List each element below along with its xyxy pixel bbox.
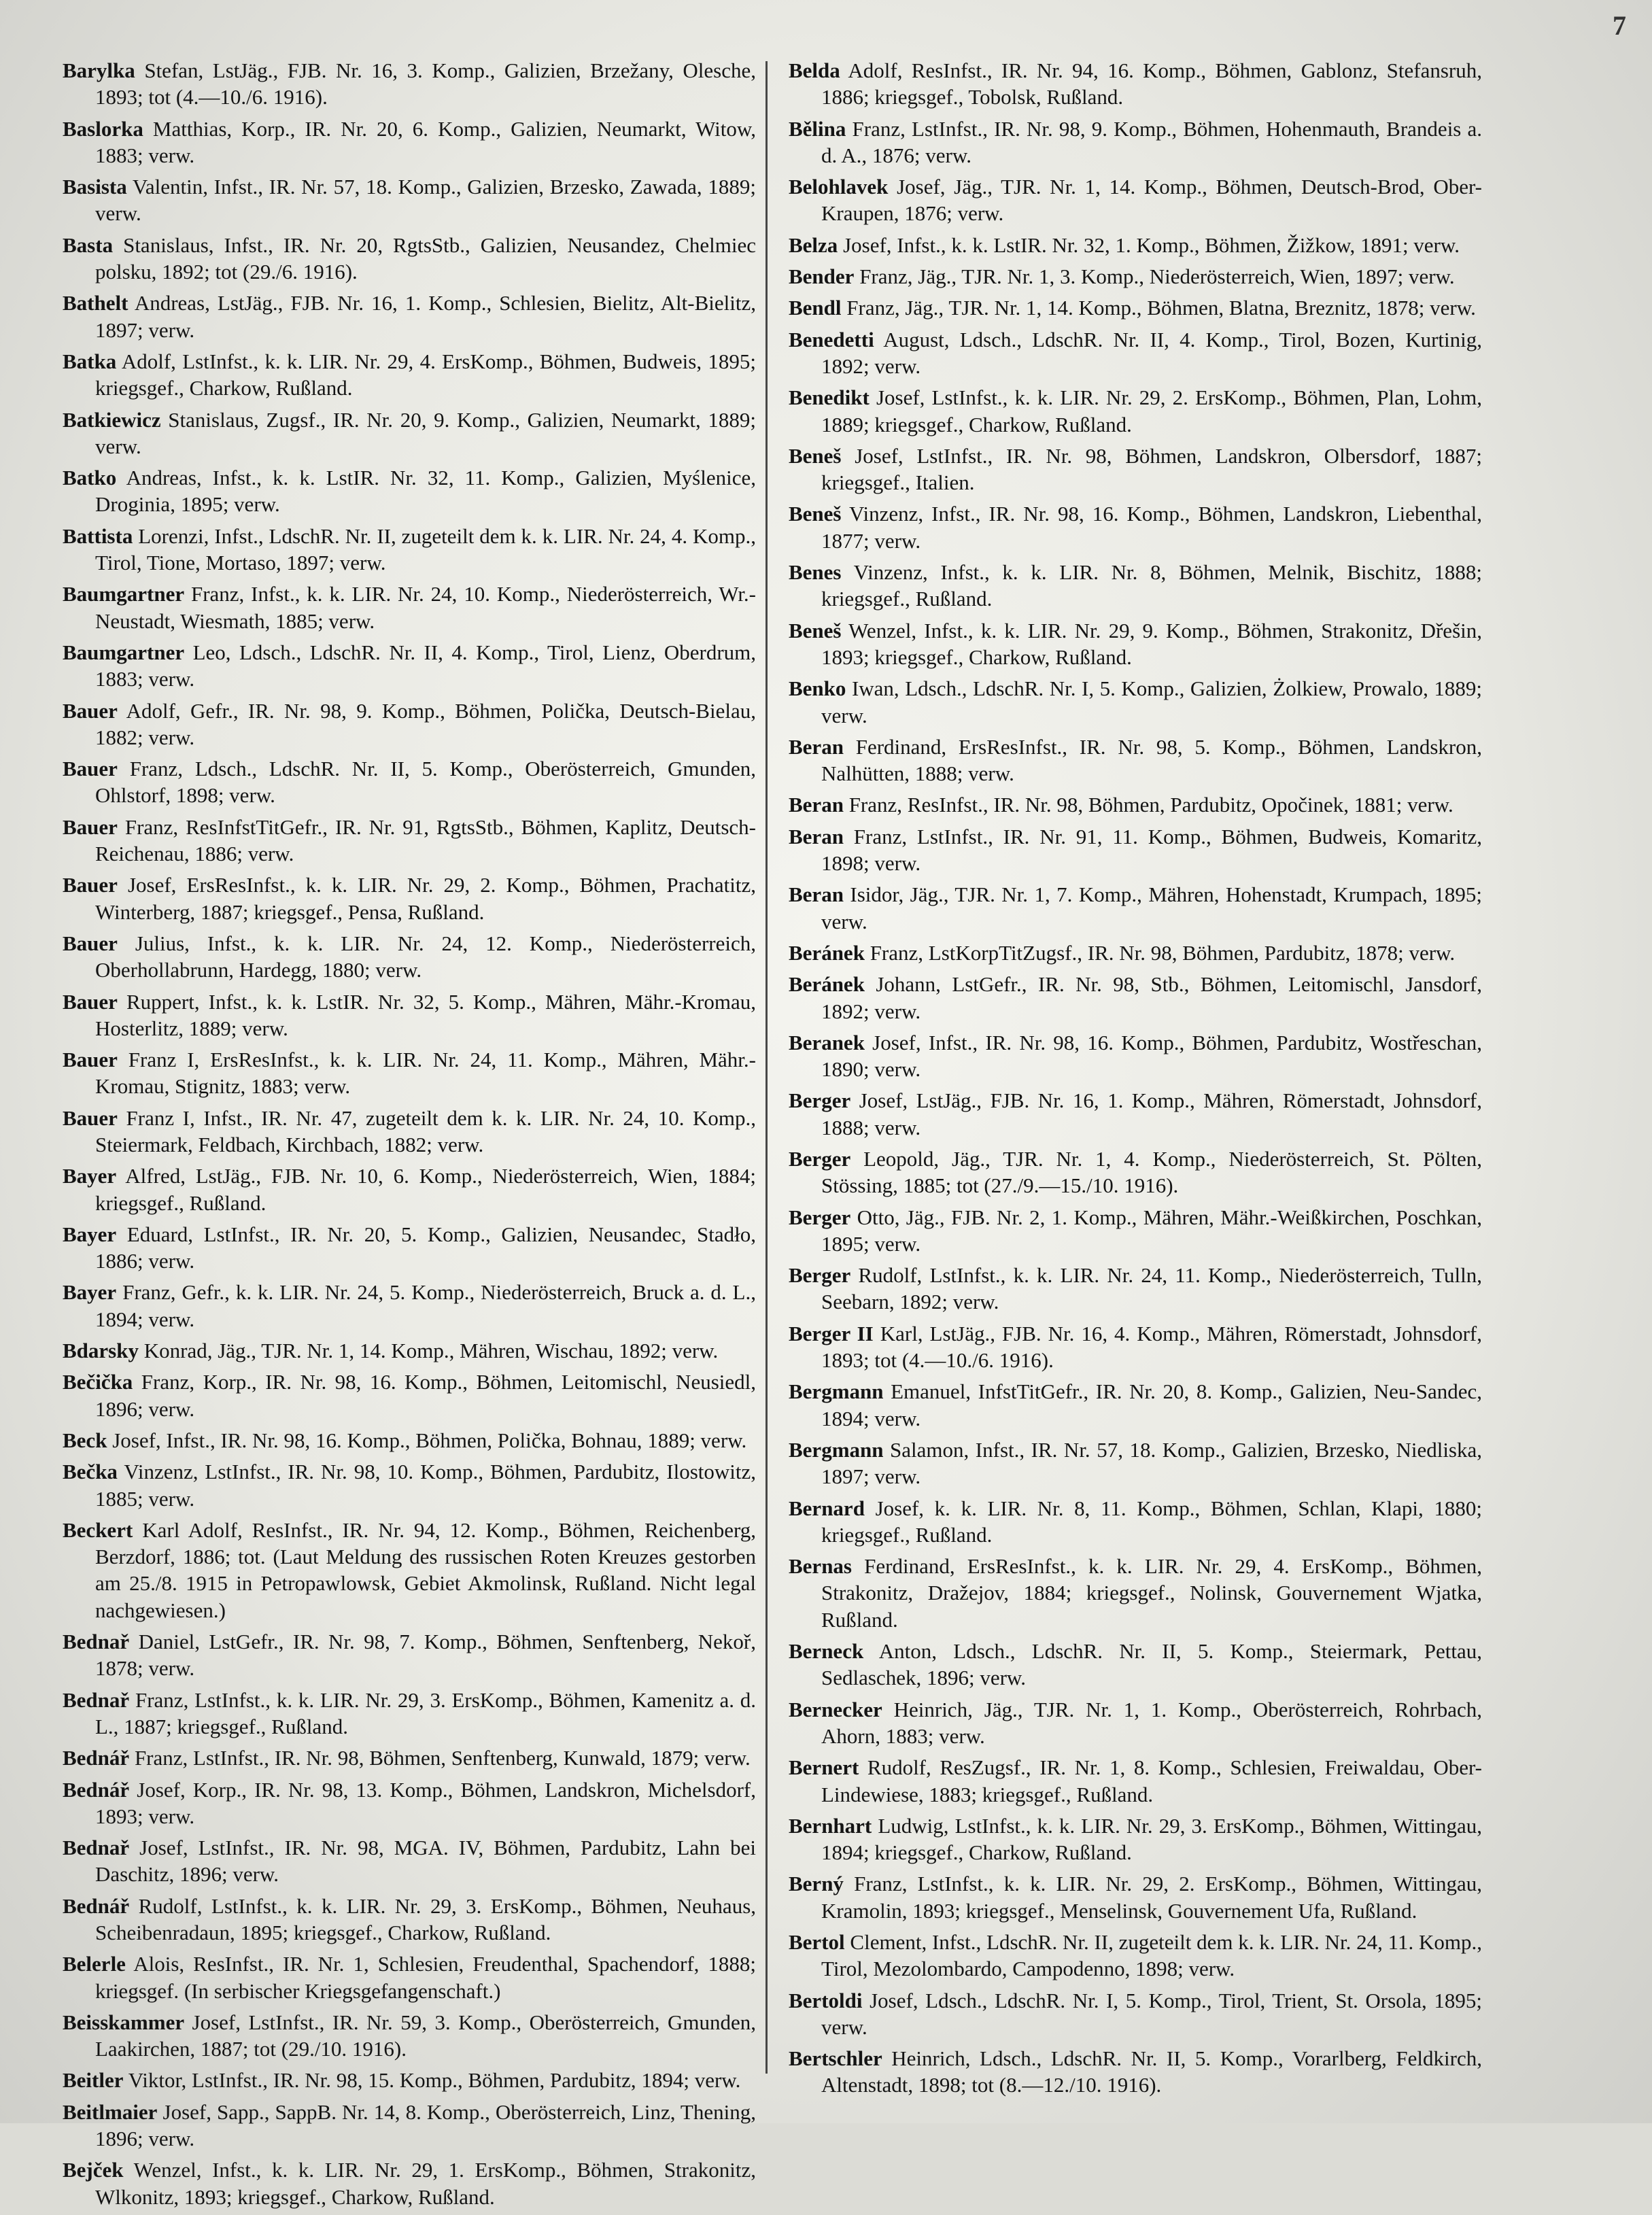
- entry: [63, 232, 756, 286]
- entry: [789, 823, 1482, 877]
- entry-surname: Bender: [789, 264, 855, 289]
- entry-details: Adolf, Gefr., IR. Nr. 98, 9. Komp., Böhmen, Polička, Deutsch-Bielau, 1882; verw.: [95, 698, 756, 749]
- entry-surname: Bělina: [789, 116, 846, 141]
- entry-details: Eduard, LstInfst., IR. Nr. 20, 5. Komp., Galizien, Neusandec, Stadło, 1886; verw.: [95, 1222, 756, 1273]
- entry-details: Matthias, Korp., IR. Nr. 20, 6. Komp., Galizien, Neumarkt, Witow, 1883; verw.: [95, 116, 756, 167]
- entry: [789, 263, 1482, 290]
- entry: [789, 2045, 1482, 2099]
- entry-details: Andreas, LstJäg., FJB. Nr. 16, 1. Komp., Schlesien, Bielitz, Alt-Bielitz, 1897; verw.: [95, 291, 756, 342]
- entry-details: Josef, Ldsch., LdschR. Nr. I, 5. Komp., Tirol, Trient, St. Orsola, 1895; verw.: [821, 1988, 1483, 2039]
- entry: [63, 1628, 756, 1682]
- entry-surname: Beneš: [789, 618, 842, 642]
- entry-details: Andreas, Infst., k. k. LstIR. Nr. 32, 11. Komp., Galizien, Myślenice, Droginia, 1895; verw.: [95, 466, 756, 517]
- entry: [789, 1029, 1482, 1083]
- entry: [63, 523, 756, 577]
- entry-surname: Battista: [63, 523, 133, 548]
- entry: [789, 1437, 1482, 1490]
- entry-surname: Beranek: [789, 1030, 865, 1054]
- entry: [789, 734, 1482, 787]
- entry-surname: Bauer: [63, 698, 118, 723]
- entry-surname: Bauer: [63, 1105, 118, 1130]
- entry-surname: Bergmann: [789, 1379, 884, 1404]
- entry-details: Franz, Infst., k. k. LIR. Nr. 24, 10. Komp., Niederösterreich, Wr.-Neustadt, Wiesmath, 1885; verw.: [95, 582, 757, 633]
- entry: [789, 1378, 1482, 1432]
- entry-details: Franz, ResInfstTitGefr., IR. Nr. 91, RgtsStb., Böhmen, Kaplitz, Deutsch-Reichenau, 1886; verw.: [95, 814, 757, 866]
- entry-surname: Beitlmaier: [63, 2099, 158, 2124]
- entry-surname: Bauer: [63, 931, 118, 955]
- column-divider: [765, 61, 768, 2074]
- entry: [789, 881, 1482, 935]
- entry-details: Josef, LstInfst., k. k. LIR. Nr. 29, 2. ErsKomp., Böhmen, Plan, Lohm, 1889; kriegsgef., Charkow, Rußland.: [821, 385, 1483, 436]
- entry: [63, 989, 756, 1042]
- entry-details: Vinzenz, Infst., k. k. LIR. Nr. 8, Böhmen, Melnik, Bischitz, 1888; kriegsgef., Rußland.: [821, 560, 1482, 611]
- entry-details: Daniel, LstGefr., IR. Nr. 98, 7. Komp., Böhmen, Senftenberg, Nekoř, 1878; verw.: [95, 1630, 756, 1681]
- entry-surname: Berger: [789, 1088, 851, 1113]
- entry-details: Johann, LstGefr., IR. Nr. 98, Stb., Böhmen, Leitomischl, Jansdorf, 1892; verw.: [821, 972, 1482, 1023]
- entry-surname: Bečka: [63, 1460, 118, 1484]
- entry-details: Anton, Ldsch., LdschR. Nr. II, 5. Komp., Steiermark, Pettau, Sedlaschek, 1896; verw.: [821, 1639, 1482, 1690]
- entry-details: Ferdinand, ErsResInfst., IR. Nr. 98, 5. Komp., Böhmen, Landskron, Nalhütten, 1888; verw.: [821, 734, 1482, 786]
- entry-surname: Bdarsky: [63, 1339, 139, 1363]
- entry-surname: Bednař: [63, 1836, 130, 1860]
- entry-surname: Beneš: [789, 502, 842, 526]
- entry-details: Viktor, LstInfst., IR. Nr. 98, 15. Komp., Böhmen, Pardubitz, 1894; verw.: [128, 2068, 741, 2093]
- entry-details: Lorenzi, Infst., LdschR. Nr. II, zugeteilt dem k. k. LIR. Nr. 24, 4. Komp., Tirol, Tione, Mortaso, 1897; verw.: [95, 523, 756, 575]
- entry: [63, 1105, 756, 1158]
- entry-surname: Beránek: [789, 972, 865, 997]
- entry-surname: Bauer: [63, 814, 118, 839]
- entry-details: August, Ldsch., LdschR. Nr. II, 4. Komp., Tirol, Bozen, Kurtinig, 1892; verw.: [821, 327, 1482, 378]
- entry-details: Josef, Infst., IR. Nr. 98, 16. Komp., Böhmen, Pardubitz, Wostřeschan, 1890; verw.: [821, 1030, 1483, 1082]
- entry: [789, 940, 1482, 966]
- entry-details: Rudolf, ResZugsf., IR. Nr. 1, 8. Komp., Schlesien, Freiwaldau, Ober-Lindewiese, 1883; kriegsgef., Rußland.: [821, 1755, 1482, 1806]
- entry-details: Stefan, LstJäg., FJB. Nr. 16, 3. Komp., Galizien, Brzežany, Olesche, 1893; tot (4.—10./6. 1916).: [95, 58, 757, 109]
- entry-surname: Bednař: [63, 1630, 130, 1654]
- entry: [789, 1146, 1482, 1199]
- entry-details: Leopold, Jäg., TJR. Nr. 1, 4. Komp., Niederösterreich, St. Pölten, Stössing, 1885; tot (27./9.—15./10. 1916).: [821, 1146, 1482, 1198]
- entry: [789, 1204, 1482, 1258]
- entry: [63, 1776, 756, 1830]
- entry: [63, 2009, 756, 2063]
- entry-details: Wenzel, Infst., k. k. LIR. Nr. 29, 9. Komp., Böhmen, Strakonitz, Dřešin, 1893; kriegsgef., Charkow, Rußland.: [821, 618, 1482, 669]
- entry-surname: Basta: [63, 233, 114, 257]
- left-column: [63, 57, 756, 2215]
- entry: [789, 1754, 1482, 1808]
- entry-details: Josef, LstInfst., IR. Nr. 98, Böhmen, Landskron, Olbersdorf, 1887; kriegsgef., Italien.: [821, 443, 1483, 495]
- entry-surname: Bednář: [63, 1777, 130, 1802]
- entry-surname: Bauer: [63, 1048, 118, 1072]
- entry-surname: Bayer: [63, 1222, 117, 1246]
- entry: [63, 814, 756, 868]
- entry-details: Josef, LstInfst., IR. Nr. 98, MGA. IV, Böhmen, Pardubitz, Lahn bei Daschitz, 1896; verw.: [95, 1836, 757, 1887]
- entry: [789, 57, 1482, 111]
- entry-surname: Beisskammer: [63, 2010, 185, 2034]
- entry-details: Heinrich, Ldsch., LdschR. Nr. II, 5. Komp., Vorarlberg, Feldkirch, Altenstadt, 1898; tot (8.—12./10. 1916).: [821, 2046, 1482, 2097]
- entry-details: Josef, Korp., IR. Nr. 98, 13. Komp., Böhmen, Landskron, Michelsdorf, 1893; verw.: [95, 1777, 756, 1828]
- entry-surname: Basista: [63, 175, 127, 199]
- entry-surname: Belza: [789, 233, 838, 257]
- entry: [789, 791, 1482, 818]
- entry-surname: Bernert: [789, 1755, 859, 1780]
- entry-surname: Barylka: [63, 58, 135, 82]
- entry: [789, 326, 1482, 380]
- entry-surname: Bauer: [63, 989, 118, 1014]
- entry-details: Franz I, Infst., IR. Nr. 47, zugeteilt dem k. k. LIR. Nr. 24, 10. Komp., Steiermark, Feldbach, Kirchbach, 1882; verw.: [95, 1105, 756, 1156]
- entry-surname: Beran: [789, 824, 844, 848]
- entry-details: Josef, Infst., k. k. LstIR. Nr. 32, 1. Komp., Böhmen, Žižkow, 1891; verw.: [843, 233, 1460, 257]
- entry: [63, 1163, 756, 1216]
- entry-surname: Baumgartner: [63, 582, 185, 606]
- entry: [789, 1087, 1482, 1141]
- entry: [63, 407, 756, 460]
- entry-surname: Beránek: [789, 940, 865, 965]
- entry-details: Josef, Jäg., TJR. Nr. 1, 14. Komp., Böhmen, Deutsch-Brod, Ober-Kraupen, 1876; verw.: [821, 175, 1482, 226]
- entry-details: Adolf, LstInfst., k. k. LIR. Nr. 29, 4. ErsKomp., Böhmen, Budweis, 1895; kriegsgef., Charkow, Rußland.: [95, 349, 756, 400]
- entry: [63, 57, 756, 111]
- entry-surname: Beitler: [63, 2068, 124, 2093]
- entry-surname: Bauer: [63, 873, 118, 897]
- entry-surname: Berger: [789, 1263, 851, 1288]
- entry-surname: Batko: [63, 466, 117, 490]
- entry-details: Karl Adolf, ResInfst., IR. Nr. 94, 12. Komp., Böhmen, Reichenberg, Berzdorf, 1886; tot. (Laut Meldung des russischen Roten Kreuzes gestorben am 25./8. 1915 in Petropawlowsk, Gebiet Akmolinsk, Rußland. Nicht legal nachgewiesen.): [95, 1517, 756, 1622]
- entry-details: Adolf, ResInfst., IR. Nr. 94, 16. Komp., Böhmen, Gablonz, Stefansruh, 1886; kriegsgef., Tobolsk, Rußland.: [821, 58, 1483, 109]
- entry-details: Alois, ResInfst., IR. Nr. 1, Schlesien, Freudenthal, Spachendorf, 1888; kriegsgef. (In serbischer Kriegsgefangenschaft.): [95, 1952, 756, 2003]
- entry: [63, 1279, 756, 1333]
- entry: [789, 1696, 1482, 1750]
- entry: [63, 2157, 756, 2210]
- entry: [789, 1320, 1482, 1374]
- entry: [63, 755, 756, 809]
- entry: [789, 1929, 1482, 1982]
- entry: [789, 294, 1482, 321]
- entry: [63, 1893, 756, 1946]
- entry-surname: Baslorka: [63, 116, 143, 141]
- entry: [63, 1337, 756, 1364]
- entry-surname: Berger: [789, 1205, 851, 1229]
- entry-details: Franz, LstInfst., IR. Nr. 91, 11. Komp., Böhmen, Budweis, Komaritz, 1898; verw.: [821, 824, 1483, 876]
- entry-details: Ludwig, LstInfst., k. k. LIR. Nr. 29, 3. ErsKomp., Böhmen, Wittingau, 1894; kriegsgef., Charkow, Rußland.: [821, 1813, 1482, 1865]
- entry: [789, 1987, 1482, 2041]
- entry-surname: Batkiewicz: [63, 407, 161, 432]
- entry-surname: Bayer: [63, 1280, 117, 1305]
- entry-surname: Bertol: [789, 1930, 845, 1954]
- entry-details: Josef, LstInfst., IR. Nr. 59, 3. Komp., Oberösterreich, Gmunden, Laakirchen, 1887; tot (29./10. 1916).: [95, 2010, 756, 2061]
- entry: [63, 1517, 756, 1624]
- entry: [789, 1262, 1482, 1316]
- entry-surname: Bertschler: [789, 2046, 882, 2071]
- entry-details: Ruppert, Infst., k. k. LstIR. Nr. 32, 5. Komp., Mähren, Mähr.-Kromau, Hosterlitz, 1889; verw.: [95, 989, 756, 1040]
- entry-surname: Bauer: [63, 757, 118, 781]
- entry: [789, 384, 1482, 438]
- entry: [63, 1221, 756, 1275]
- entry-surname: Beran: [789, 793, 844, 817]
- entry-details: Ferdinand, ErsResInfst., k. k. LIR. Nr. 29, 4. ErsKomp., Böhmen, Strakonitz, Dražejov, 1884; kriegsgef., Nolinsk, Gouvernement Wjatka, Rußland.: [821, 1554, 1482, 1632]
- entry: [63, 639, 756, 693]
- entry-surname: Bathelt: [63, 291, 128, 315]
- entry-surname: Batka: [63, 349, 117, 373]
- entry-details: Julius, Infst., k. k. LIR. Nr. 24, 12. Komp., Niederösterreich, Oberhollabrunn, Hardegg, 1880; verw.: [95, 931, 756, 982]
- entry-details: Salamon, Infst., IR. Nr. 57, 18. Komp., Galizien, Brzesko, Niedliska, 1897; verw.: [821, 1437, 1483, 1489]
- entry-surname: Belda: [789, 58, 840, 82]
- entry-surname: Benedetti: [789, 327, 874, 351]
- entry-details: Josef, Sapp., SappB. Nr. 14, 8. Komp., Oberösterreich, Linz, Thening, 1896; verw.: [95, 2099, 756, 2151]
- entry-details: Karl, LstJäg., FJB. Nr. 16, 4. Komp., Mähren, Römerstadt, Johnsdorf, 1893; tot (4.—10./6. 1916).: [821, 1321, 1482, 1373]
- entry-details: Valentin, Infst., IR. Nr. 57, 18. Komp., Galizien, Brzesko, Zawada, 1889; verw.: [95, 175, 756, 226]
- entry: [63, 173, 756, 227]
- entry: [789, 559, 1482, 613]
- entry-details: Konrad, Jäg., TJR. Nr. 1, 14. Komp., Mähren, Wischau, 1892; verw.: [143, 1339, 719, 1363]
- entry-details: Stanislaus, Infst., IR. Nr. 20, RgtsStb., Galizien, Neusandez, Chelmiec polsku, 1892; tot (29./6. 1916).: [95, 233, 757, 284]
- entry: [789, 1553, 1482, 1633]
- entry-details: Vinzenz, LstInfst., IR. Nr. 98, 10. Komp., Böhmen, Pardubitz, Ilostowitz, 1885; verw.: [95, 1460, 756, 1511]
- entry-details: Franz, LstInfst., IR. Nr. 98, Böhmen, Senftenberg, Kunwald, 1879; verw.: [134, 1746, 751, 1770]
- entry-surname: Bednář: [63, 1746, 130, 1770]
- entry: [63, 698, 756, 751]
- entry: [63, 581, 756, 634]
- entry-details: Josef, Infst., IR. Nr. 98, 16. Komp., Böhmen, Polička, Bohnau, 1889; verw.: [112, 1428, 747, 1452]
- right-column: [789, 57, 1482, 2104]
- entry: [789, 443, 1482, 496]
- entry-details: Emanuel, InfstTitGefr., IR. Nr. 20, 8. Komp., Galizien, Neu-Sandec, 1894; verw.: [821, 1379, 1482, 1430]
- entry: [63, 290, 756, 343]
- entry-surname: Benes: [789, 560, 842, 585]
- entry-details: Rudolf, LstInfst., k. k. LIR. Nr. 29, 3. ErsKomp., Böhmen, Neuhaus, Scheibenradaun, 1895; kriegsgef., Charkow, Rußland.: [95, 1893, 757, 1944]
- entry-details: Wenzel, Infst., k. k. LIR. Nr. 29, 1. ErsKomp., Böhmen, Strakonitz, Wlkonitz, 1893; kriegsgef., Charkow, Rußland.: [95, 2158, 756, 2209]
- entry: [63, 116, 756, 169]
- entry-details: Leo, Ldsch., LdschR. Nr. II, 4. Komp., Tirol, Lienz, Oberdrum, 1883; verw.: [95, 640, 756, 691]
- entry-surname: Berger: [789, 1146, 851, 1171]
- entry: [63, 464, 756, 518]
- entry: [789, 116, 1482, 169]
- entry-details: Vinzenz, Infst., IR. Nr. 98, 16. Komp., Böhmen, Landskron, Liebenthal, 1877; verw.: [821, 502, 1482, 553]
- entry-details: Franz, Korp., IR. Nr. 98, 16. Komp., Böhmen, Leitomischl, Neusiedl, 1896; verw.: [95, 1370, 757, 1421]
- entry: [63, 1834, 756, 1888]
- entry-details: Rudolf, LstInfst., k. k. LIR. Nr. 24, 11. Komp., Niederösterreich, Tulln, Seebarn, 1892; verw.: [821, 1263, 1483, 1314]
- entry-surname: Berger II: [789, 1321, 874, 1345]
- entry-surname: Bertoldi: [789, 1988, 863, 2012]
- entry: [63, 1687, 756, 1740]
- entry-details: Franz, LstInfst., k. k. LIR. Nr. 29, 2. ErsKomp., Böhmen, Wittingau, Kramolin, 1893; kriegsgef., Menselinsk, Gouvernement Ufa, Rußland.: [821, 1872, 1483, 1923]
- entry-details: Stanislaus, Zugsf., IR. Nr. 20, 9. Komp., Galizien, Neumarkt, 1889; verw.: [95, 407, 757, 458]
- entry-details: Josef, k. k. LIR. Nr. 8, 11. Komp., Böhmen, Schlan, Klapi, 1880; kriegsgef., Rußland.: [821, 1496, 1482, 1547]
- entry-surname: Bernas: [789, 1554, 852, 1579]
- entry-surname: Bernhart: [789, 1813, 872, 1838]
- entry: [789, 617, 1482, 671]
- entry: [63, 872, 756, 925]
- entry-surname: Berneck: [789, 1639, 864, 1664]
- page-number: 7: [1613, 10, 1626, 41]
- entry-surname: Berný: [789, 1872, 844, 1896]
- entry-surname: Belohlavek: [789, 175, 889, 199]
- entry-details: Franz, Ldsch., LdschR. Nr. II, 5. Komp., Oberösterreich, Gmunden, Ohlstorf, 1898; verw.: [95, 757, 757, 808]
- entry-surname: Bernecker: [789, 1697, 882, 1721]
- entry: [63, 348, 756, 402]
- entry-surname: Beck: [63, 1428, 107, 1452]
- entry-surname: Baumgartner: [63, 640, 185, 664]
- entry-details: Franz, ResInfst., IR. Nr. 98, Böhmen, Pardubitz, Opočinek, 1881; verw.: [848, 793, 1453, 817]
- entry-details: Isidor, Jäg., TJR. Nr. 1, 7. Komp., Mähren, Hohenstadt, Krumpach, 1895; verw.: [821, 882, 1482, 933]
- entry: [63, 2067, 756, 2093]
- entry-surname: Bayer: [63, 1164, 117, 1188]
- entry: [63, 2099, 756, 2152]
- entry: [63, 1046, 756, 1100]
- entry-details: Franz, LstInfst., k. k. LIR. Nr. 29, 3. ErsKomp., Böhmen, Kamenitz a. d. L., 1887; kriegsgef., Rußland.: [95, 1687, 757, 1738]
- entry-surname: Beckert: [63, 1517, 133, 1542]
- entry-surname: Bernard: [789, 1496, 865, 1520]
- entry-details: Josef, LstJäg., FJB. Nr. 16, 1. Komp., Mähren, Römerstadt, Johnsdorf, 1888; verw.: [821, 1088, 1483, 1139]
- entry: [789, 500, 1482, 554]
- entry: [789, 232, 1482, 258]
- entry-surname: Beran: [789, 734, 844, 759]
- entry-surname: Bendl: [789, 296, 842, 320]
- entry-details: Heinrich, Jäg., TJR. Nr. 1, 1. Komp., Oberösterreich, Rohrbach, Ahorn, 1883; verw.: [821, 1697, 1482, 1748]
- entry-details: Iwan, Ldsch., LdschR. Nr. I, 5. Komp., Galizien, Żolkiew, Prowalo, 1889; verw.: [821, 676, 1482, 727]
- entry-surname: Bednař: [63, 1687, 130, 1712]
- entry-details: Alfred, LstJäg., FJB. Nr. 10, 6. Komp., Niederösterreich, Wien, 1884; kriegsgef., Rußland.: [95, 1164, 756, 1215]
- entry-details: Franz, Jäg., TJR. Nr. 1, 14. Komp., Böhmen, Blatna, Breznitz, 1878; verw.: [846, 296, 1476, 320]
- entry: [63, 1951, 756, 2004]
- entry: [63, 1745, 756, 1771]
- entry-surname: Beran: [789, 882, 844, 907]
- entry-surname: Benedikt: [789, 385, 870, 410]
- entry: [63, 1427, 756, 1454]
- entry-surname: Beneš: [789, 443, 842, 468]
- entry-details: Otto, Jäg., FJB. Nr. 2, 1. Komp., Mähren, Mähr.-Weißkirchen, Poschkan, 1895; verw.: [821, 1205, 1483, 1256]
- entry: [63, 1458, 756, 1512]
- entry: [789, 1813, 1482, 1866]
- entry-details: Clement, Infst., LdschR. Nr. II, zugeteilt dem k. k. LIR. Nr. 24, 11. Komp., Tirol, Mezolombardo, Campodenno, 1898; verw.: [821, 1930, 1483, 1981]
- entry: [63, 1369, 756, 1422]
- entry: [789, 1638, 1482, 1692]
- entry: [789, 675, 1482, 729]
- entry: [789, 1495, 1482, 1549]
- entry-surname: Benko: [789, 676, 846, 701]
- entry-surname: Bergmann: [789, 1437, 884, 1462]
- entry-details: Franz I, ErsResInfst., k. k. LIR. Nr. 24, 11. Komp., Mähren, Mähr.-Kromau, Stignitz, 1883; verw.: [95, 1048, 756, 1099]
- entry-details: Franz, Gefr., k. k. LIR. Nr. 24, 5. Komp., Niederösterreich, Bruck a. d. L., 1894; verw.: [95, 1280, 756, 1331]
- entry-surname: Bejček: [63, 2158, 124, 2182]
- entry: [789, 173, 1482, 227]
- entry-details: Franz, Jäg., TJR. Nr. 1, 3. Komp., Niederösterreich, Wien, 1897; verw.: [859, 264, 1455, 289]
- entry: [789, 1870, 1482, 1924]
- entry-surname: Belerle: [63, 1952, 126, 1976]
- entry-details: Franz, LstKorpTitZugsf., IR. Nr. 98, Böhmen, Pardubitz, 1878; verw.: [870, 940, 1456, 965]
- entry-details: Franz, LstInfst., IR. Nr. 98, 9. Komp., Böhmen, Hohenmauth, Brandeis a. d. A., 1876; verw.: [821, 116, 1483, 167]
- entry-details: Josef, ErsResInfst., k. k. LIR. Nr. 29, 2. Komp., Böhmen, Prachatitz, Winterberg, 1887; kriegsgef., Pensa, Rußland.: [95, 873, 757, 924]
- entry-surname: Bečička: [63, 1370, 133, 1394]
- entry: [63, 930, 756, 984]
- entry: [789, 971, 1482, 1025]
- entry-surname: Bednář: [63, 1893, 130, 1918]
